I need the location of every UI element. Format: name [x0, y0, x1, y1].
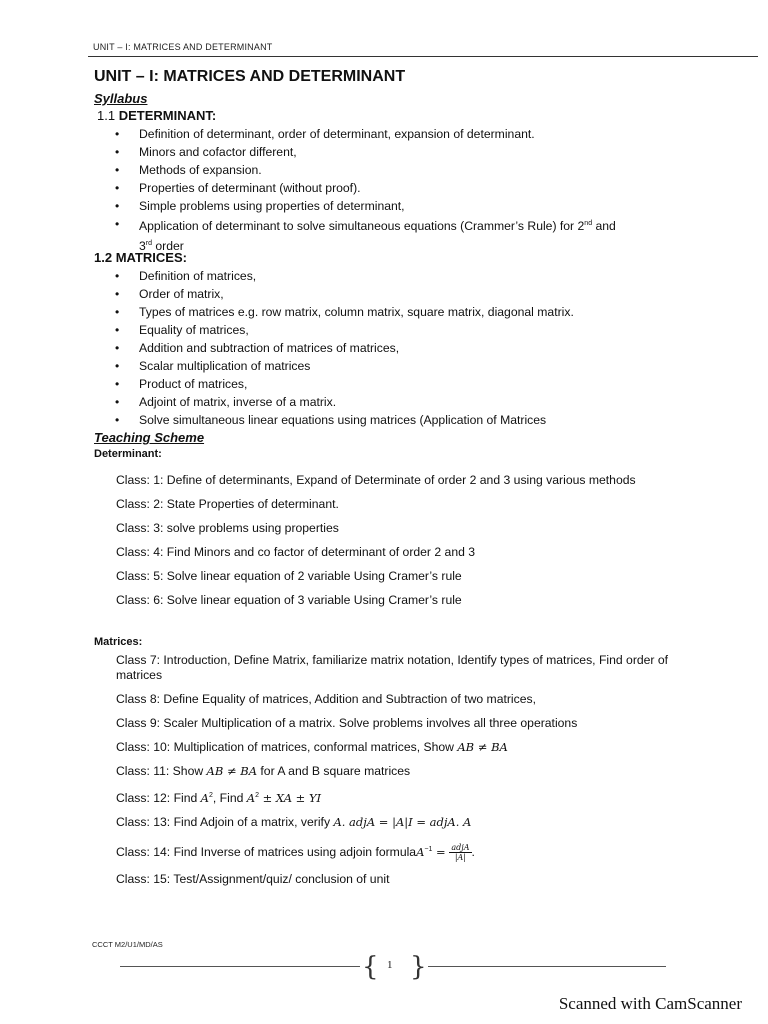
- list-item: • Definition of matrices,: [112, 267, 712, 285]
- determinant-classes-label: Determinant:: [94, 448, 162, 460]
- running-header: UNIT – I: MATRICES AND DETERMINANT: [93, 42, 273, 52]
- fraction-numerator: adjA: [451, 843, 470, 853]
- list-item: • Product of matrices,: [112, 375, 712, 393]
- class-entry: Class: 4: Find Minors and co factor of determinant of order 2 and 3: [116, 545, 476, 559]
- class-entry: Class: 1: Define of determinants, Expand of Determinate of order 2 and 3 using various methods: [116, 473, 636, 487]
- superscript: −1: [424, 846, 433, 854]
- footer-rule: [120, 966, 360, 967]
- determinant-classes: [116, 473, 696, 617]
- matrices-classes-label: Matrices:: [94, 636, 143, 648]
- list-item-text: order: [152, 239, 184, 254]
- class-entry: Class 7: Introduction, Define Matrix, familiarize matrix notation, Identify types of matrices, Find order of matrices: [116, 653, 669, 682]
- class-text: Class: 12: Find: [116, 791, 201, 806]
- syllabus-label: Syllabus: [94, 91, 148, 106]
- class-text: .: [471, 845, 475, 860]
- list-item: • Equality of matrices,: [112, 321, 712, 339]
- class-entry: Class: 6: Solve linear equation of 3 variable Using Cramer’s rule: [116, 593, 462, 607]
- list-item-text: and: [592, 219, 616, 234]
- ordinal-number: 3: [139, 239, 146, 254]
- class-entry: [116, 842, 696, 862]
- math-equals: =: [432, 845, 450, 860]
- math-expression: ± XA ± YI: [258, 791, 322, 806]
- class-entry: [116, 815, 696, 830]
- fraction: [449, 843, 471, 862]
- class-text: for A and B square matrices: [257, 764, 411, 778]
- camscanner-watermark: Scanned with CamScanner: [558, 994, 742, 1013]
- class-text: Class: 14: Find Inverse of matrices using adjoin formula: [116, 845, 417, 860]
- right-brace-ornament: }: [410, 952, 427, 982]
- class-entry: Class 8: Define Equality of matrices, Addition and Subtraction of two matrices,: [116, 692, 536, 706]
- matrices-heading-text: MATRICES:: [115, 250, 187, 265]
- class-entry: Class: 15: Test/Assignment/quiz/ conclusion of unit: [116, 872, 390, 887]
- page-number: 1: [387, 959, 393, 971]
- math-expression: A: [416, 845, 425, 860]
- superscript: rd: [145, 240, 153, 248]
- fraction-denominator: |A|: [454, 853, 466, 863]
- list-item: • Order of matrix,: [112, 285, 712, 303]
- superscript: 2: [208, 792, 213, 799]
- class-text: Class: 11: Show: [116, 764, 207, 778]
- math-expression: A: [200, 791, 209, 806]
- list-item: • Properties of determinant (without proof).: [112, 179, 712, 197]
- page-title: UNIT – I: MATRICES AND DETERMINANT: [94, 68, 406, 85]
- matrices-heading: [94, 250, 187, 265]
- class-entry: Class: 5: Solve linear equation of 2 variable Using Cramer’s rule: [116, 569, 462, 583]
- class-entry: Class: 2: State Properties of determinant.: [116, 497, 339, 511]
- class-text: , Find: [212, 791, 247, 806]
- list-item: • Methods of expansion.: [112, 161, 712, 179]
- math-expression: A: [246, 791, 256, 806]
- list-item: • Adjoint of matrix, inverse of a matrix.: [112, 393, 712, 411]
- list-item: • Scalar multiplication of matrices: [112, 357, 712, 375]
- determinant-heading: [97, 108, 216, 123]
- math-expression: A. adjA = |A|I = adjA. A: [333, 815, 472, 830]
- matrices-syllabus-list: [112, 267, 712, 429]
- class-entry: Class: 3: solve problems using properties: [116, 521, 339, 535]
- header-rule: [88, 56, 758, 57]
- footer-rule: [428, 966, 666, 967]
- teaching-scheme-label: Teaching Scheme: [94, 430, 205, 445]
- determinant-heading-number: 1.1: [97, 108, 116, 123]
- math-expression: AB ≠ BA: [206, 764, 258, 778]
- list-item: • Simple problems using properties of determinant,: [112, 197, 712, 215]
- class-entry: Class 9: Scaler Multiplication of a matrix. Solve problems involves all three operations: [116, 716, 578, 730]
- class-entry: [116, 764, 696, 779]
- list-item: • Types of matrices e.g. row matrix, column matrix, square matrix, diagonal matrix.: [112, 303, 712, 321]
- math-expression: AB ≠ BA: [457, 740, 508, 754]
- determinant-heading-text: DETERMINANT:: [118, 108, 217, 123]
- superscript: nd: [584, 220, 593, 227]
- list-item: • Solve simultaneous linear equations using matrices (Application of Matrices: [112, 411, 712, 429]
- superscript: 2: [255, 792, 259, 799]
- list-item: • Addition and subtraction of matrices of matrices,: [112, 339, 712, 357]
- class-text: Class: 10: Multiplication of matrices, conformal matrices, Show: [116, 740, 458, 754]
- list-item: [112, 215, 712, 255]
- class-text: Class: 13: Find Adjoin of a matrix, verify: [116, 815, 334, 830]
- class-entry: [116, 740, 696, 755]
- list-item-text: Application of determinant to solve simultaneous equations (Crammer’s Rule) for 2: [139, 219, 585, 234]
- class-entry: [116, 788, 696, 806]
- list-item: • Minors and cofactor different,: [112, 143, 712, 161]
- matrices-heading-number: 1.2: [94, 250, 113, 265]
- footer-code: CCCT M2/U1/MD/AS: [92, 940, 163, 949]
- matrices-classes: [116, 653, 696, 896]
- left-brace-ornament: {: [362, 952, 379, 982]
- list-item-continuation: [139, 235, 712, 255]
- determinant-syllabus-list: [112, 125, 712, 255]
- list-item: • Definition of determinant, order of determinant, expansion of determinant.: [112, 125, 712, 143]
